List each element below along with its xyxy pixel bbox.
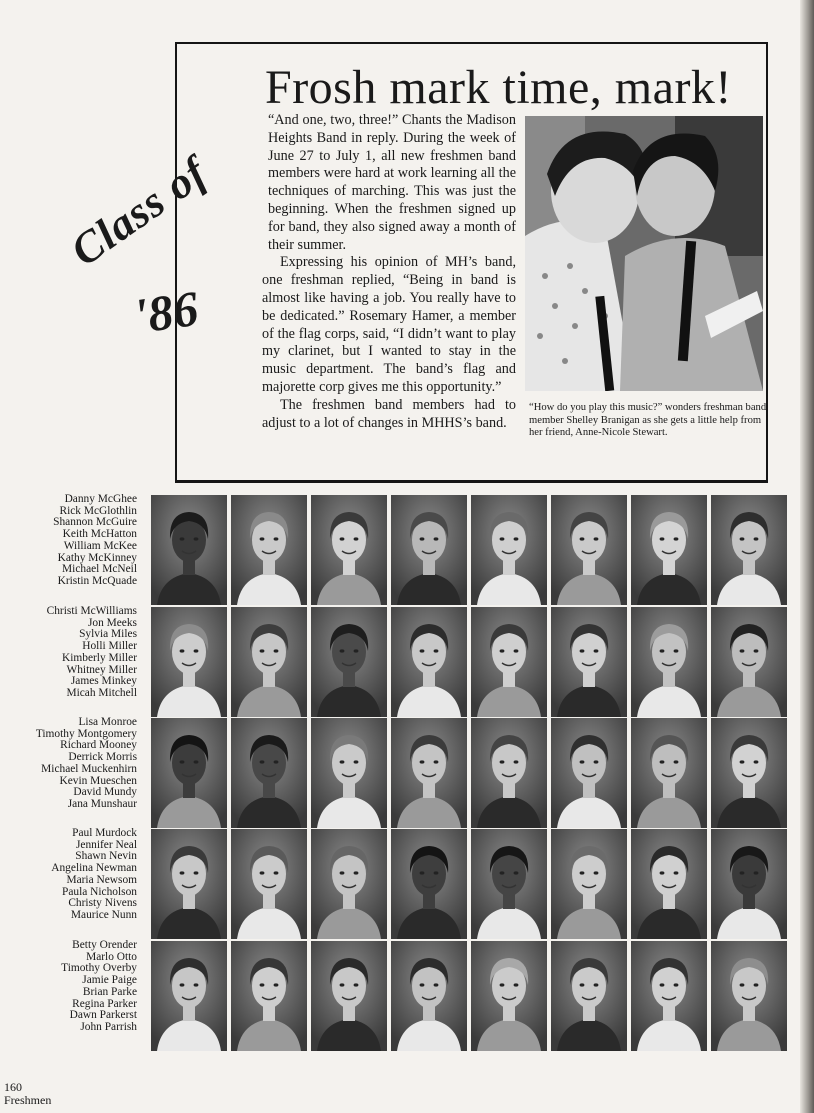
student-portrait: [631, 941, 707, 1051]
student-name: Christy Nivens: [68, 897, 137, 910]
student-portrait: [151, 607, 227, 717]
student-name: Jennifer Neal: [75, 838, 137, 851]
class-year-title: '86: [130, 279, 202, 345]
student-name: Maurice Nunn: [70, 908, 137, 921]
student-portrait: [151, 829, 227, 939]
band-photo: [525, 116, 763, 391]
student-portrait: [151, 718, 227, 828]
student-portrait: [151, 941, 227, 1051]
student-name: Kimberly Miller: [62, 651, 137, 664]
article-body: [262, 112, 516, 432]
student-portrait: [471, 607, 547, 717]
student-portrait: [551, 941, 627, 1051]
class-of-title: Class of: [61, 147, 216, 276]
student-name: Timothy Overby: [61, 962, 137, 975]
student-portrait: [631, 607, 707, 717]
student-portrait: [711, 829, 787, 939]
student-portrait: [631, 829, 707, 939]
student-portrait: [471, 829, 547, 939]
name-list: [0, 940, 137, 1034]
student-portrait: [711, 718, 787, 828]
student-name: Jana Munshaur: [67, 797, 137, 810]
name-list: [0, 828, 137, 922]
student-portrait: [151, 495, 227, 605]
student-name: Timothy Montgomery: [35, 727, 137, 740]
student-name: James Minkey: [70, 675, 137, 688]
student-name: Angelina Newman: [51, 862, 137, 875]
student-portrait: [311, 718, 387, 828]
section-label: Freshmen: [4, 1093, 52, 1107]
student-name: Derrick Morris: [68, 751, 137, 764]
student-portrait: [391, 607, 467, 717]
student-name: Dawn Parkerst: [69, 1009, 137, 1022]
article-paragraph: “And one, two, three!” Chants the Madison Heights Band in reply. During the week of June 27 to July 1, all new freshmen band members were hard at work learning all the techniques of marching. This was just the beginning. When the freshmen signed up for band, they also signed away a month of their summer.: [268, 112, 516, 253]
student-portrait: [231, 495, 307, 605]
student-name: Paula Nicholson: [62, 885, 137, 898]
student-name: Christi McWilliams: [46, 605, 137, 617]
student-portrait: [231, 607, 307, 717]
student-portrait: [231, 718, 307, 828]
student-name: Jon Meeks: [87, 616, 137, 629]
student-name: Kathy McKinney: [57, 551, 137, 564]
student-name: Danny McGhee: [64, 493, 137, 505]
page-headline: Frosh mark time, mark!: [265, 61, 732, 114]
student-portrait: [311, 495, 387, 605]
student-name: Michael McNeil: [62, 563, 137, 576]
student-portrait: [231, 829, 307, 939]
student-portrait: [231, 941, 307, 1051]
student-name: Marlo Otto: [86, 950, 137, 963]
page-number: 160: [4, 1080, 22, 1094]
student-portrait: [311, 941, 387, 1051]
student-name: Michael Muckenhirn: [41, 762, 137, 775]
student-name: Whitney Miller: [66, 663, 137, 676]
student-name: Maria Newsom: [66, 873, 137, 886]
student-portrait: [471, 941, 547, 1051]
student-portrait: [311, 607, 387, 717]
student-name: Kevin Mueschen: [59, 774, 137, 787]
student-name: Brian Parke: [82, 985, 137, 998]
student-portrait: [551, 829, 627, 939]
article-paragraph: The freshmen band members had to adjust to a lot of changes in MHHS’s band.: [262, 396, 516, 431]
article-paragraph: Expressing his opinion of MH’s band, one freshman replied, “Being in band is almost like having a job. You really have to be dedicated.” Rosemary Hamer, a member of the flag corps, said, “I didn’t want to play my clarinet, but I wanted to stay in the music department. The band’s flag and majorette corp gives me this opportunity.”: [262, 254, 516, 395]
student-portrait: [551, 495, 627, 605]
student-name: Micah Mitchell: [66, 686, 137, 699]
student-portrait: [311, 829, 387, 939]
student-name: David Mundy: [73, 786, 137, 799]
student-portrait: [631, 718, 707, 828]
student-name: Regina Parker: [72, 997, 137, 1010]
student-portrait: [471, 718, 547, 828]
student-portrait: [711, 495, 787, 605]
student-name: Betty Orender: [72, 939, 137, 951]
student-portrait: [391, 941, 467, 1051]
student-portrait: [391, 829, 467, 939]
student-name: Keith McHatton: [62, 528, 137, 541]
student-name: Holli Miller: [82, 640, 137, 653]
student-name: William McKee: [63, 539, 137, 552]
photo-caption: “How do you play this music?” wonders freshman band member Shelley Branigan as she gets a little help from her friend, Anne-Nicole Stewart.: [529, 402, 767, 439]
name-list: [0, 717, 137, 811]
student-name: Sylvia Miles: [79, 628, 137, 641]
book-spine-shadow: [800, 0, 814, 1113]
name-list: [0, 606, 137, 700]
student-portrait: [551, 718, 627, 828]
student-name: Shawn Nevin: [75, 850, 137, 863]
student-name: Lisa Monroe: [78, 716, 137, 728]
page-footer: [4, 1081, 51, 1107]
student-name: Paul Murdock: [72, 827, 137, 839]
student-name: John Parrish: [80, 1020, 137, 1033]
student-portrait: [471, 495, 547, 605]
student-portrait: [391, 718, 467, 828]
student-portrait: [631, 495, 707, 605]
name-list: [0, 494, 137, 588]
student-name: Rick McGlothlin: [59, 504, 137, 517]
student-portrait: [391, 495, 467, 605]
student-name: Kristin McQuade: [57, 574, 137, 587]
student-name: Richard Mooney: [60, 739, 137, 752]
student-portrait: [551, 607, 627, 717]
student-name: Jamie Paige: [82, 974, 137, 987]
student-portrait: [711, 941, 787, 1051]
student-portrait: [711, 607, 787, 717]
student-name: Shannon McGuire: [53, 516, 137, 529]
